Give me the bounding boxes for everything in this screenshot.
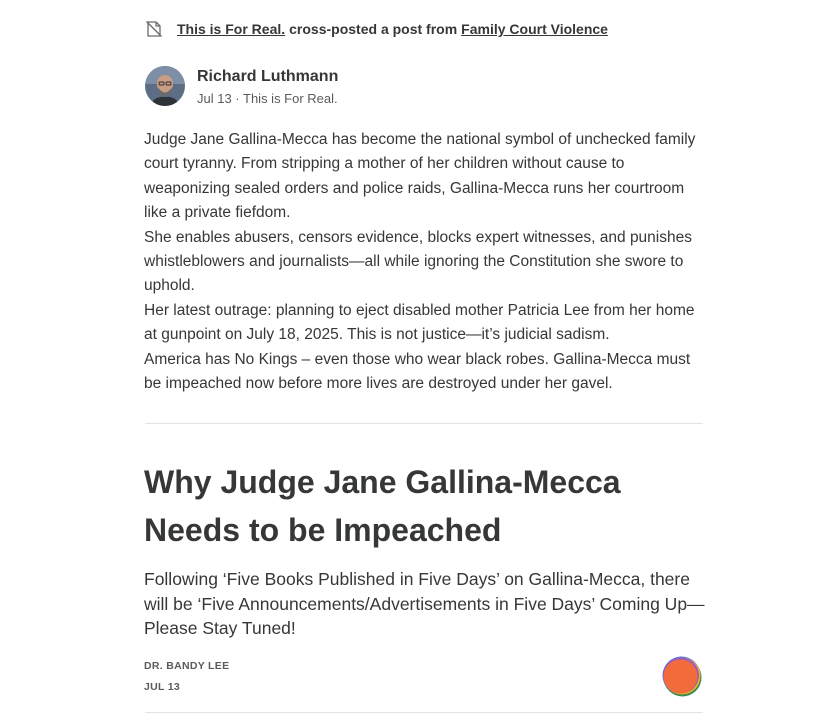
post-date: JUL 13 xyxy=(144,681,181,693)
note-author xyxy=(145,66,338,108)
note-body xyxy=(144,128,710,396)
avatar[interactable] xyxy=(145,66,185,106)
note-author-info xyxy=(197,66,338,108)
crosspost-author-link[interactable]: This is For Real. xyxy=(177,21,286,37)
note-paragraph: She enables abusers, censors evidence, blocks expert witnesses, and punishes whistleblowers and journalists—all while ignoring the Constitution she swore to uphold. xyxy=(144,228,692,295)
post-title[interactable]: Why Judge Jane Gallina-Mecca Needs to be Impeached xyxy=(144,464,621,548)
post-byline[interactable]: DR. BANDY LEE xyxy=(144,660,230,672)
crosspost-header xyxy=(145,20,608,38)
note-paragraph: Her latest outrage: planning to eject disabled mother Patricia Lee from her home at gunpoint on July 18, 2025. This is not justice—it’s judicial sadism. xyxy=(144,301,695,344)
note-author-name[interactable]: Richard Luthmann xyxy=(197,68,339,85)
crosspost-source-link[interactable]: Family Court Violence xyxy=(461,21,608,37)
crosspost-text: cross-posted a post from xyxy=(289,21,458,37)
note-meta: Jul 13 · This is For Real. xyxy=(197,91,338,106)
publication-logo-icon[interactable] xyxy=(661,655,703,697)
divider xyxy=(145,423,703,424)
crosspost-icon xyxy=(145,20,163,38)
post-subtitle[interactable]: Following ‘Five Books Published in Five Days’ on Gallina-Mecca, there will be ‘Five Announcements/Advertisements in Five Days’ Coming Up—Please Stay Tuned! xyxy=(144,569,705,638)
note-paragraph: America has No Kings – even those who wear black robes. Gallina-Mecca must be impeached now before more lives are destroyed under her gavel. xyxy=(144,350,691,393)
note-paragraph: Judge Jane Gallina-Mecca has become the national symbol of unchecked family court tyranny. From stripping a mother of her children without cause to weaponizing sealed orders and police raids, Gallina-Mecca runs her courtroom like a private fiefdom. xyxy=(144,131,696,222)
